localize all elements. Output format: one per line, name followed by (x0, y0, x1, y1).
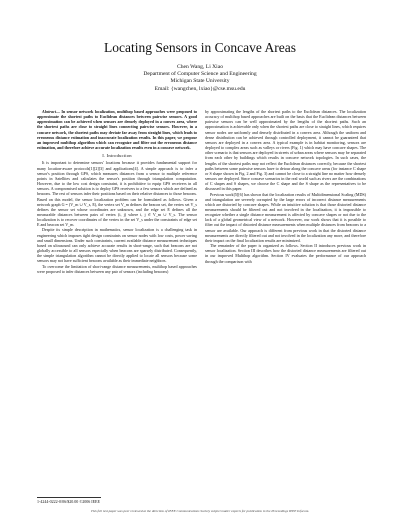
footer-rule (37, 497, 101, 498)
author-names: Chen Wang, Li Xiao (176, 64, 224, 70)
left-column (37, 109, 197, 274)
intro-paragraph-previous-work: Previous work[5][6] has shown that the localization results of Multidimensional Scaling (MDS) and triangulation are severely corrupted by the large errors of incorrect distance measurements which are distorted by concave shapes. While an intuitive solution is that those distorted distance measurements should be filtered out and not involved in the localization, it is impossible to recognize whether a single distance measurement is affected by concave shapes or not due to the lack of a global geometrical view of a network. However, our work shows that it is possible to filter out the impact of distorted distance measurements when multiple distances from beacons to a sensor are available. Our approach is different from previous work in that the distorted distance measurements are directly filtered out and not involved in the localization any more, and therefore their impact on the final localization results are minimized. (205, 191, 366, 243)
intro-paragraph-3: To overcome the limitation of short-range distance measurements, multihop based approaches were proposed to infer distances between any pair of sensors (including beacons) (37, 263, 197, 274)
intro-paragraph-organization: The remainder of the paper is organized as follows. Section II introduces previous work in sensor localization. Section III describes how the distorted distance measurements are filtered out in our improved Multihop algorithm. Section IV evaluates the performance of our approach through the comparison with (205, 243, 366, 264)
affiliation-department: Department of Computer Science and Engineering (143, 71, 257, 78)
right-column (205, 109, 366, 264)
author-block (0, 64, 400, 93)
abstract-lead: Abstract (42, 109, 56, 114)
intro-paragraph-continued: by approximating the lengths of the shortest paths to the Euclidean distances. The localization accuracy of multihop based approaches are built on the basis that the Euclidean distances between pairwise sensors can be well approximated by the lengths of the shortest paths. Such an approximation is achievable only when the shortest paths are close to straight lines, which requires sensor nodes are uniformly and densely distributed in a convex area. Although the uniform and dense distribution can be achieved through controlled deployment, it cannot be guaranteed that sensors are deployed in a convex area. A typical example is in habitat monitoring, sensors are deployed to complex areas such as valleys or rivers (Fig. 1) which may have concave shapes. The other scenario is that sensors are deployed in streets of urban areas where sensors may be separated from each other by buildings which results in concave network topologies. In such cases, the lengths of the shortest paths may not reflect the Euclidean distances correctly, because the shortest paths between some pairwise sensors have to detour along the concave areas (for instance C shape or S shape shown in Fig. 2 and Fig. 3) and cannot be close to a straight line no matter how densely sensors are deployed. Since concave scenarios in the real world such as rivers are the combinations of C shapes and S shapes, we choose the C shape and the S shape as the representatives to be discussed in this paper. (205, 109, 366, 192)
footer-copyright: 1-4244-0222-0/06/$20.00 ©2006 IEEE (37, 499, 100, 504)
affiliation-university: Michigan State University (170, 78, 230, 85)
footer-review-note: This full text paper was peer reviewed at the direction of IEEE Communications Society subject matter experts for publication in the Proceedings IEEE Infocom. (90, 509, 310, 513)
intro-paragraph-1: It is important to determine sensors' locations because it provides fundamental support for many location-aware protocols[1][2][3] and applications[4]. A simple approach is to infer a sensor's position through GPS, which measures distances from a sensor to multiple reference points in Satellites and calculates the sensor's position through triangulation computation. However, due to the low cost design constraint, it is prohibitive to equip GPS receivers in all sensors. A compromised solution is to deploy GPS receivers to a few sensors which are defined as beacons. The rest of sensors infer their positions based on their relative distances to those beacons. Based on this model, the sensor localization problem can be formulated as follows. Given a network graph G = (V_m ∪ V_s, E), the vertex set V_m defines the beacon set, the vertex set V_s defines the sensor set whose coordinates are unknown, and the edge set E defines all the measurable distances between pairs of vertex (i, j) where i, j ∈ V_m ∪ V_s. The sensor localization is to recover coordinates of the vertex in the set V_s under the constraints of edge set E and beacon set V_m. (37, 160, 197, 228)
paper-title: Locating Sensors in Concave Areas (104, 40, 296, 55)
intro-paragraph-2: Despite its simple description in mathematics, sensor localization is a challenging task in engineering which imposes tight design constraints on sensor nodes with low costs, power saving and small dimensions. Under such constraints, current available distance measurement techniques based on ultrasound can only achieve accurate results in short-range, such that beacons are not globally accessible to all sensors especially when beacons are sparsely distributed. Consequently, the simple triangulation algorithm cannot be directly applied to locate all sensors because some sensors may not have sufficient beacons available as their immediate neighbors. (37, 227, 197, 264)
abstract (37, 109, 197, 150)
author-email: Email: {wangchen, lxiao}@cse.msu.edu (154, 85, 246, 92)
section-heading-introduction: I. Introduction (102, 153, 132, 159)
abstract-text: — In sensor network localization, multihop based approaches were proposed to approximate the shortest paths to Euclidean distances between pairwise sensors. A good approximation can be achieved when sensors are densely deployed in a convex area, where the shortest paths are close to straight lines connecting pairwise sensors. However, in a concave network, the shortest paths may deviate far away from straight lines, which leads to erroneous distance estimation and inaccurate localization results. In this paper, we propose an improved multihop algorithm which can recognize and filter out the erroneous distance estimation, and therefore achieve accurate localization results even in a concave network. (37, 109, 197, 151)
